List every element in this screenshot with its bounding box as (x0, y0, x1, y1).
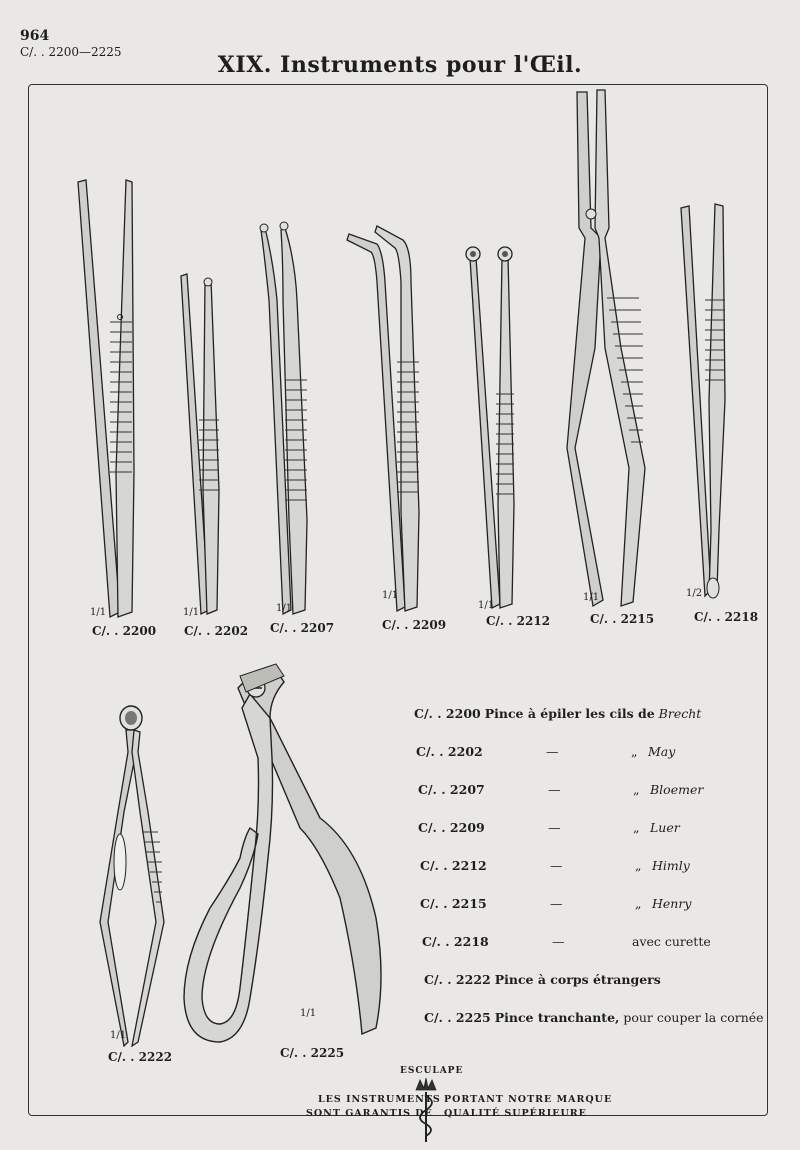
legend-ditto: „ (633, 782, 640, 797)
figure-label: C/. . 2215 (590, 612, 655, 626)
legend-code: C/. . 2212 (420, 858, 487, 873)
legend-name: Luer (650, 820, 680, 835)
forceps-2212-illustration (460, 244, 525, 614)
scale-mark: 1/1 (90, 607, 107, 618)
legend-code: C/. . 2218 (422, 934, 489, 949)
legend-name: Henry (652, 896, 692, 911)
legend-dash: — (550, 858, 563, 873)
page-number: 964 (20, 28, 50, 44)
scale-mark: 1/1 (110, 1030, 127, 1041)
legend-row (418, 782, 718, 797)
legend-row (414, 706, 701, 721)
figure-label: C/. . 2212 (486, 614, 551, 628)
legend-code: C/. . 2207 (418, 782, 485, 797)
legend-name: Brecht (658, 706, 702, 721)
legend-ditto: „ (635, 858, 642, 873)
scale-mark: 1/1 (478, 600, 495, 611)
legend-code: C/. . 2215 (420, 896, 487, 911)
figure-label: C/. . 2200 (92, 624, 157, 638)
page-title: XIX. Instruments pour l'Œil. (217, 52, 583, 78)
legend-code: C/. . 2209 (418, 820, 485, 835)
footer-line1-left: LES INSTRUMENTS (318, 1094, 441, 1105)
legend-dash: — (548, 782, 561, 797)
legend-row (422, 934, 722, 949)
footer-line1-right: PORTANT NOTRE MARQUE (444, 1094, 613, 1105)
legend-row (418, 820, 718, 835)
figure-label: C/. . 2207 (270, 621, 335, 635)
legend-ditto: „ (631, 744, 638, 759)
legend-name: avec curette (632, 934, 711, 949)
forceps-2202-illustration (175, 270, 235, 620)
legend-description: Pince à corps étrangers (494, 972, 661, 987)
forceps-2225-illustration (180, 658, 390, 1048)
legend-row (420, 858, 720, 873)
figure-label: C/. . 2225 (280, 1046, 345, 1060)
legend-name: Himly (652, 858, 690, 873)
legend-row (416, 744, 716, 759)
legend-code: C/. . 2202 (416, 744, 483, 759)
legend-code: C/. . 2222 (424, 972, 491, 987)
forceps-2207-illustration (255, 220, 315, 620)
footer-line2-right: QUALITÉ SUPÉRIEURE (444, 1108, 587, 1119)
forceps-2200-illustration (70, 172, 145, 622)
legend-code: C/. . 2200 (414, 706, 481, 721)
scale-mark: 1/1 (300, 1008, 317, 1019)
legend-dash: — (546, 744, 559, 759)
forceps-2209-illustration (345, 222, 430, 617)
figure-label: C/. . 2218 (694, 610, 759, 624)
brand-name: ESCULAPE (400, 1066, 464, 1076)
legend-description: Pince tranchante, (494, 1010, 620, 1025)
legend-name: May (648, 744, 676, 759)
legend-dash: — (550, 896, 563, 911)
legend-name: Bloemer (650, 782, 704, 797)
figure-label: C/. . 2222 (108, 1050, 173, 1064)
scale-mark: 1/2 (686, 588, 703, 599)
footer-line2-left: SONT GARANTIS DE (306, 1108, 433, 1119)
scale-mark: 1/1 (183, 607, 200, 618)
forceps-2218-illustration (675, 200, 735, 605)
forceps-2215-illustration (565, 88, 655, 613)
page-range: C/. . 2200—2225 (20, 45, 122, 59)
legend-description-rest: pour couper la cornée (623, 1010, 764, 1025)
figure-label: C/. . 2202 (184, 624, 249, 638)
legend-dash: — (552, 934, 565, 949)
legend-ditto: „ (633, 820, 640, 835)
scale-mark: 1/1 (382, 590, 399, 601)
figure-label: C/. . 2209 (382, 618, 447, 632)
legend-dash: — (548, 820, 561, 835)
legend-description: Pince à épiler les cils de (484, 706, 655, 721)
legend-row (424, 972, 661, 987)
legend-row (424, 1010, 764, 1025)
legend-code: C/. . 2225 (424, 1010, 491, 1025)
legend-ditto: „ (635, 896, 642, 911)
scale-mark: 1/1 (276, 603, 293, 614)
forceps-2222-illustration (98, 702, 178, 1047)
legend-row (420, 896, 720, 911)
scale-mark: 1/1 (583, 592, 600, 603)
